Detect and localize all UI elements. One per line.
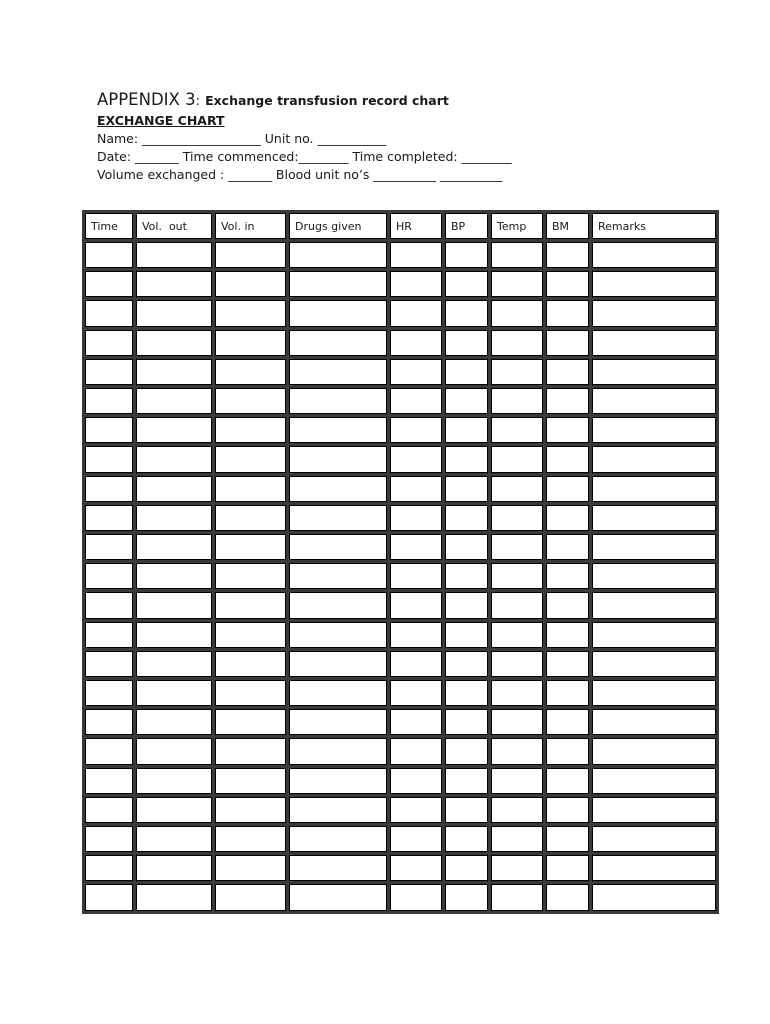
table-row [85, 446, 716, 472]
table-cell[interactable] [592, 884, 716, 911]
table-cell[interactable] [215, 651, 286, 677]
table-cell[interactable] [215, 534, 286, 560]
table-cell[interactable] [136, 300, 212, 326]
table-cell[interactable] [592, 622, 716, 648]
table-cell[interactable] [592, 271, 716, 297]
record-table [82, 210, 719, 914]
table-cell[interactable] [136, 884, 212, 911]
table-cell[interactable] [215, 505, 286, 531]
table-row [85, 768, 716, 794]
table-cell[interactable] [85, 884, 133, 911]
table-cell[interactable] [445, 242, 488, 268]
table-cell[interactable] [445, 826, 488, 852]
table-cell[interactable] [445, 680, 488, 706]
table-cell[interactable] [445, 300, 488, 326]
table-cell[interactable] [546, 417, 589, 443]
table-cell[interactable] [445, 534, 488, 560]
table-cell[interactable] [445, 592, 488, 618]
table-cell[interactable] [390, 680, 442, 706]
table-cell[interactable] [289, 359, 387, 385]
chart-subtitle: Exchange transfusion record chart [205, 93, 449, 108]
table-row [85, 826, 716, 852]
table-row [85, 242, 716, 268]
table-cell[interactable] [136, 476, 212, 502]
table-cell[interactable] [546, 826, 589, 852]
table-cell[interactable] [592, 680, 716, 706]
table-cell[interactable] [85, 359, 133, 385]
table-cell[interactable] [85, 388, 133, 414]
table-row [85, 505, 716, 531]
table-row [85, 300, 716, 326]
table-cell[interactable] [215, 884, 286, 911]
table-cell[interactable] [289, 242, 387, 268]
table-cell[interactable] [289, 563, 387, 589]
table-cell[interactable] [390, 271, 442, 297]
table-cell[interactable] [491, 271, 543, 297]
table-cell[interactable] [85, 826, 133, 852]
table-cell[interactable] [215, 271, 286, 297]
table-cell[interactable] [390, 884, 442, 911]
table-cell[interactable] [445, 651, 488, 677]
name-unit-line: Name: ___________________ Unit no. ___________ [97, 131, 387, 146]
col-header-vol-in: Vol. in [215, 213, 286, 239]
table-cell[interactable] [491, 330, 543, 356]
table-cell[interactable] [85, 680, 133, 706]
table-cell[interactable] [136, 709, 212, 735]
table-cell[interactable] [85, 300, 133, 326]
table-cell[interactable] [546, 359, 589, 385]
table-cell[interactable] [215, 680, 286, 706]
table-cell[interactable] [215, 592, 286, 618]
table-row [85, 271, 716, 297]
table-cell[interactable] [592, 592, 716, 618]
table-row [85, 388, 716, 414]
table-cell[interactable] [215, 417, 286, 443]
table-cell[interactable] [215, 826, 286, 852]
table-cell[interactable] [592, 709, 716, 735]
table-cell[interactable] [546, 738, 589, 764]
table-cell[interactable] [546, 884, 589, 911]
table-cell[interactable] [136, 417, 212, 443]
table-cell[interactable] [85, 738, 133, 764]
col-header-time: Time [85, 213, 133, 239]
table-cell[interactable] [491, 622, 543, 648]
table-cell[interactable] [289, 622, 387, 648]
table-cell[interactable] [592, 300, 716, 326]
appendix-title [97, 88, 717, 112]
table-cell[interactable] [546, 242, 589, 268]
form-header [97, 88, 717, 184]
table-cell[interactable] [592, 446, 716, 472]
header-row [85, 213, 716, 239]
table-cell[interactable] [491, 388, 543, 414]
col-header-drugs-given: Drugs given [289, 213, 387, 239]
table-cell[interactable] [289, 446, 387, 472]
table-cell[interactable] [546, 592, 589, 618]
table-cell[interactable] [215, 563, 286, 589]
table-cell[interactable] [136, 622, 212, 648]
table-cell[interactable] [445, 417, 488, 443]
table-row [85, 651, 716, 677]
table-cell[interactable] [215, 797, 286, 823]
table-cell[interactable] [445, 738, 488, 764]
table-cell[interactable] [85, 271, 133, 297]
table-cell[interactable] [390, 359, 442, 385]
table-cell[interactable] [289, 855, 387, 881]
table-cell[interactable] [445, 505, 488, 531]
table-cell[interactable] [445, 330, 488, 356]
table-row [85, 738, 716, 764]
table-cell[interactable] [289, 826, 387, 852]
table-cell[interactable] [85, 563, 133, 589]
table-row [85, 592, 716, 618]
table-cell[interactable] [136, 271, 212, 297]
table-cell[interactable] [546, 622, 589, 648]
table-cell[interactable] [289, 709, 387, 735]
table-cell[interactable] [390, 300, 442, 326]
table-cell[interactable] [85, 534, 133, 560]
table-cell[interactable] [445, 622, 488, 648]
table-cell[interactable] [136, 680, 212, 706]
table-cell[interactable] [546, 797, 589, 823]
table-cell[interactable] [390, 738, 442, 764]
table-cell[interactable] [215, 330, 286, 356]
table-cell[interactable] [136, 505, 212, 531]
appendix-separator: : [195, 94, 200, 109]
table-cell[interactable] [85, 709, 133, 735]
table-cell[interactable] [390, 534, 442, 560]
table-row [85, 476, 716, 502]
table-cell[interactable] [289, 505, 387, 531]
table-cell[interactable] [491, 534, 543, 560]
table-cell[interactable] [592, 534, 716, 560]
table-cell[interactable] [592, 651, 716, 677]
table-cell[interactable] [289, 592, 387, 618]
table-cell[interactable] [289, 300, 387, 326]
table-cell[interactable] [592, 563, 716, 589]
appendix-label: APPENDIX 3 [97, 90, 196, 109]
table-cell[interactable] [136, 738, 212, 764]
table-cell[interactable] [390, 505, 442, 531]
table-cell[interactable] [445, 359, 488, 385]
table-cell[interactable] [491, 300, 543, 326]
table-cell[interactable] [546, 300, 589, 326]
table-cell[interactable] [215, 446, 286, 472]
table-cell[interactable] [491, 446, 543, 472]
table-cell[interactable] [546, 388, 589, 414]
table-cell[interactable] [390, 855, 442, 881]
table-cell[interactable] [136, 242, 212, 268]
table-cell[interactable] [546, 476, 589, 502]
table-cell[interactable] [85, 651, 133, 677]
table-cell[interactable] [289, 797, 387, 823]
table-row [85, 797, 716, 823]
table-cell[interactable] [491, 505, 543, 531]
table-cell[interactable] [215, 300, 286, 326]
table-cell[interactable] [215, 242, 286, 268]
table-cell[interactable] [85, 622, 133, 648]
table-cell[interactable] [289, 476, 387, 502]
table-cell[interactable] [289, 271, 387, 297]
table-cell[interactable] [85, 768, 133, 794]
col-header-bp: BP [445, 213, 488, 239]
table-cell[interactable] [215, 855, 286, 881]
table-cell[interactable] [592, 738, 716, 764]
table-cell[interactable] [136, 446, 212, 472]
table-body [85, 242, 716, 911]
table-cell[interactable] [546, 446, 589, 472]
table-cell[interactable] [289, 680, 387, 706]
table-cell[interactable] [390, 709, 442, 735]
table-cell[interactable] [546, 505, 589, 531]
table-cell[interactable] [491, 884, 543, 911]
table-cell[interactable] [136, 768, 212, 794]
table-cell[interactable] [289, 651, 387, 677]
volume-blood-line: Volume exchanged : _______ Blood unit no’s __________ __________ [97, 167, 503, 182]
table-row [85, 330, 716, 356]
table-cell[interactable] [491, 592, 543, 618]
table-cell[interactable] [592, 768, 716, 794]
table-cell[interactable] [289, 417, 387, 443]
table-cell[interactable] [85, 592, 133, 618]
table-cell[interactable] [592, 417, 716, 443]
table-cell[interactable] [136, 388, 212, 414]
table-cell[interactable] [136, 563, 212, 589]
table-cell[interactable] [289, 768, 387, 794]
table-cell[interactable] [592, 505, 716, 531]
table-cell[interactable] [445, 271, 488, 297]
table-cell[interactable] [85, 505, 133, 531]
table-cell[interactable] [592, 476, 716, 502]
table-cell[interactable] [390, 622, 442, 648]
table-cell[interactable] [215, 768, 286, 794]
col-header-remarks: Remarks [592, 213, 716, 239]
table-row [85, 417, 716, 443]
table-cell[interactable] [390, 242, 442, 268]
table-cell[interactable] [546, 271, 589, 297]
table-cell[interactable] [215, 388, 286, 414]
date-time-line: Date: _______ Time commenced:________ Time completed: ________ [97, 149, 512, 164]
section-title: EXCHANGE CHART [97, 113, 225, 128]
table-cell[interactable] [491, 359, 543, 385]
table-cell[interactable] [491, 563, 543, 589]
table-cell[interactable] [546, 680, 589, 706]
table-cell[interactable] [445, 884, 488, 911]
table-cell[interactable] [215, 709, 286, 735]
table-cell[interactable] [491, 417, 543, 443]
table-cell[interactable] [390, 476, 442, 502]
table-cell[interactable] [136, 330, 212, 356]
table-cell[interactable] [546, 651, 589, 677]
table-cell[interactable] [136, 359, 212, 385]
table-cell[interactable] [445, 388, 488, 414]
table-cell[interactable] [215, 622, 286, 648]
table-cell[interactable] [390, 563, 442, 589]
table-cell[interactable] [491, 855, 543, 881]
table-cell[interactable] [289, 738, 387, 764]
table-row [85, 534, 716, 560]
table-cell[interactable] [491, 651, 543, 677]
table-cell[interactable] [546, 534, 589, 560]
table-cell[interactable] [445, 446, 488, 472]
col-header-bm: BM [546, 213, 589, 239]
table-cell[interactable] [592, 359, 716, 385]
table-cell[interactable] [390, 768, 442, 794]
table-cell[interactable] [491, 826, 543, 852]
table-cell[interactable] [136, 797, 212, 823]
table-cell[interactable] [136, 534, 212, 560]
table-cell[interactable] [592, 855, 716, 881]
table-cell[interactable] [85, 855, 133, 881]
table-cell[interactable] [491, 768, 543, 794]
table-cell[interactable] [546, 768, 589, 794]
col-header-temp: Temp [491, 213, 543, 239]
table-cell[interactable] [445, 768, 488, 794]
table-cell[interactable] [546, 855, 589, 881]
table-cell[interactable] [85, 242, 133, 268]
table-cell[interactable] [491, 680, 543, 706]
table-cell[interactable] [390, 388, 442, 414]
table-cell[interactable] [215, 476, 286, 502]
table-cell[interactable] [289, 388, 387, 414]
table-cell[interactable] [445, 476, 488, 502]
table-cell[interactable] [445, 709, 488, 735]
table-cell[interactable] [390, 826, 442, 852]
table-cell[interactable] [390, 651, 442, 677]
table-cell[interactable] [390, 446, 442, 472]
table-cell[interactable] [592, 388, 716, 414]
table-cell[interactable] [390, 330, 442, 356]
col-header-hr: HR [390, 213, 442, 239]
table-cell[interactable] [491, 738, 543, 764]
table-cell[interactable] [215, 738, 286, 764]
table-cell[interactable] [491, 709, 543, 735]
table-cell[interactable] [390, 797, 442, 823]
table-row [85, 563, 716, 589]
table-cell[interactable] [445, 797, 488, 823]
table-row [85, 855, 716, 881]
table-cell[interactable] [85, 476, 133, 502]
table-cell[interactable] [215, 359, 286, 385]
table-cell[interactable] [136, 826, 212, 852]
table-cell[interactable] [546, 709, 589, 735]
table-cell[interactable] [85, 446, 133, 472]
table-cell[interactable] [85, 417, 133, 443]
table-cell[interactable] [445, 855, 488, 881]
table-cell[interactable] [390, 417, 442, 443]
table-row [85, 680, 716, 706]
table-cell[interactable] [136, 592, 212, 618]
col-header-vol-out: Vol. out [136, 213, 212, 239]
table-cell[interactable] [491, 797, 543, 823]
table-cell[interactable] [136, 855, 212, 881]
table-row [85, 622, 716, 648]
table-cell[interactable] [445, 563, 488, 589]
table-cell[interactable] [491, 476, 543, 502]
table-row [85, 709, 716, 735]
record-table-frame [82, 210, 719, 914]
table-cell[interactable] [491, 242, 543, 268]
table-row [85, 359, 716, 385]
table-cell[interactable] [289, 330, 387, 356]
table-row [85, 884, 716, 911]
table-cell[interactable] [85, 797, 133, 823]
table-cell[interactable] [390, 592, 442, 618]
table-cell[interactable] [136, 651, 212, 677]
table-cell[interactable] [546, 563, 589, 589]
table-cell[interactable] [592, 242, 716, 268]
table-cell[interactable] [546, 330, 589, 356]
table-cell[interactable] [592, 826, 716, 852]
table-cell[interactable] [592, 797, 716, 823]
table-cell[interactable] [289, 534, 387, 560]
table-cell[interactable] [289, 884, 387, 911]
table-cell[interactable] [85, 330, 133, 356]
table-cell[interactable] [592, 330, 716, 356]
